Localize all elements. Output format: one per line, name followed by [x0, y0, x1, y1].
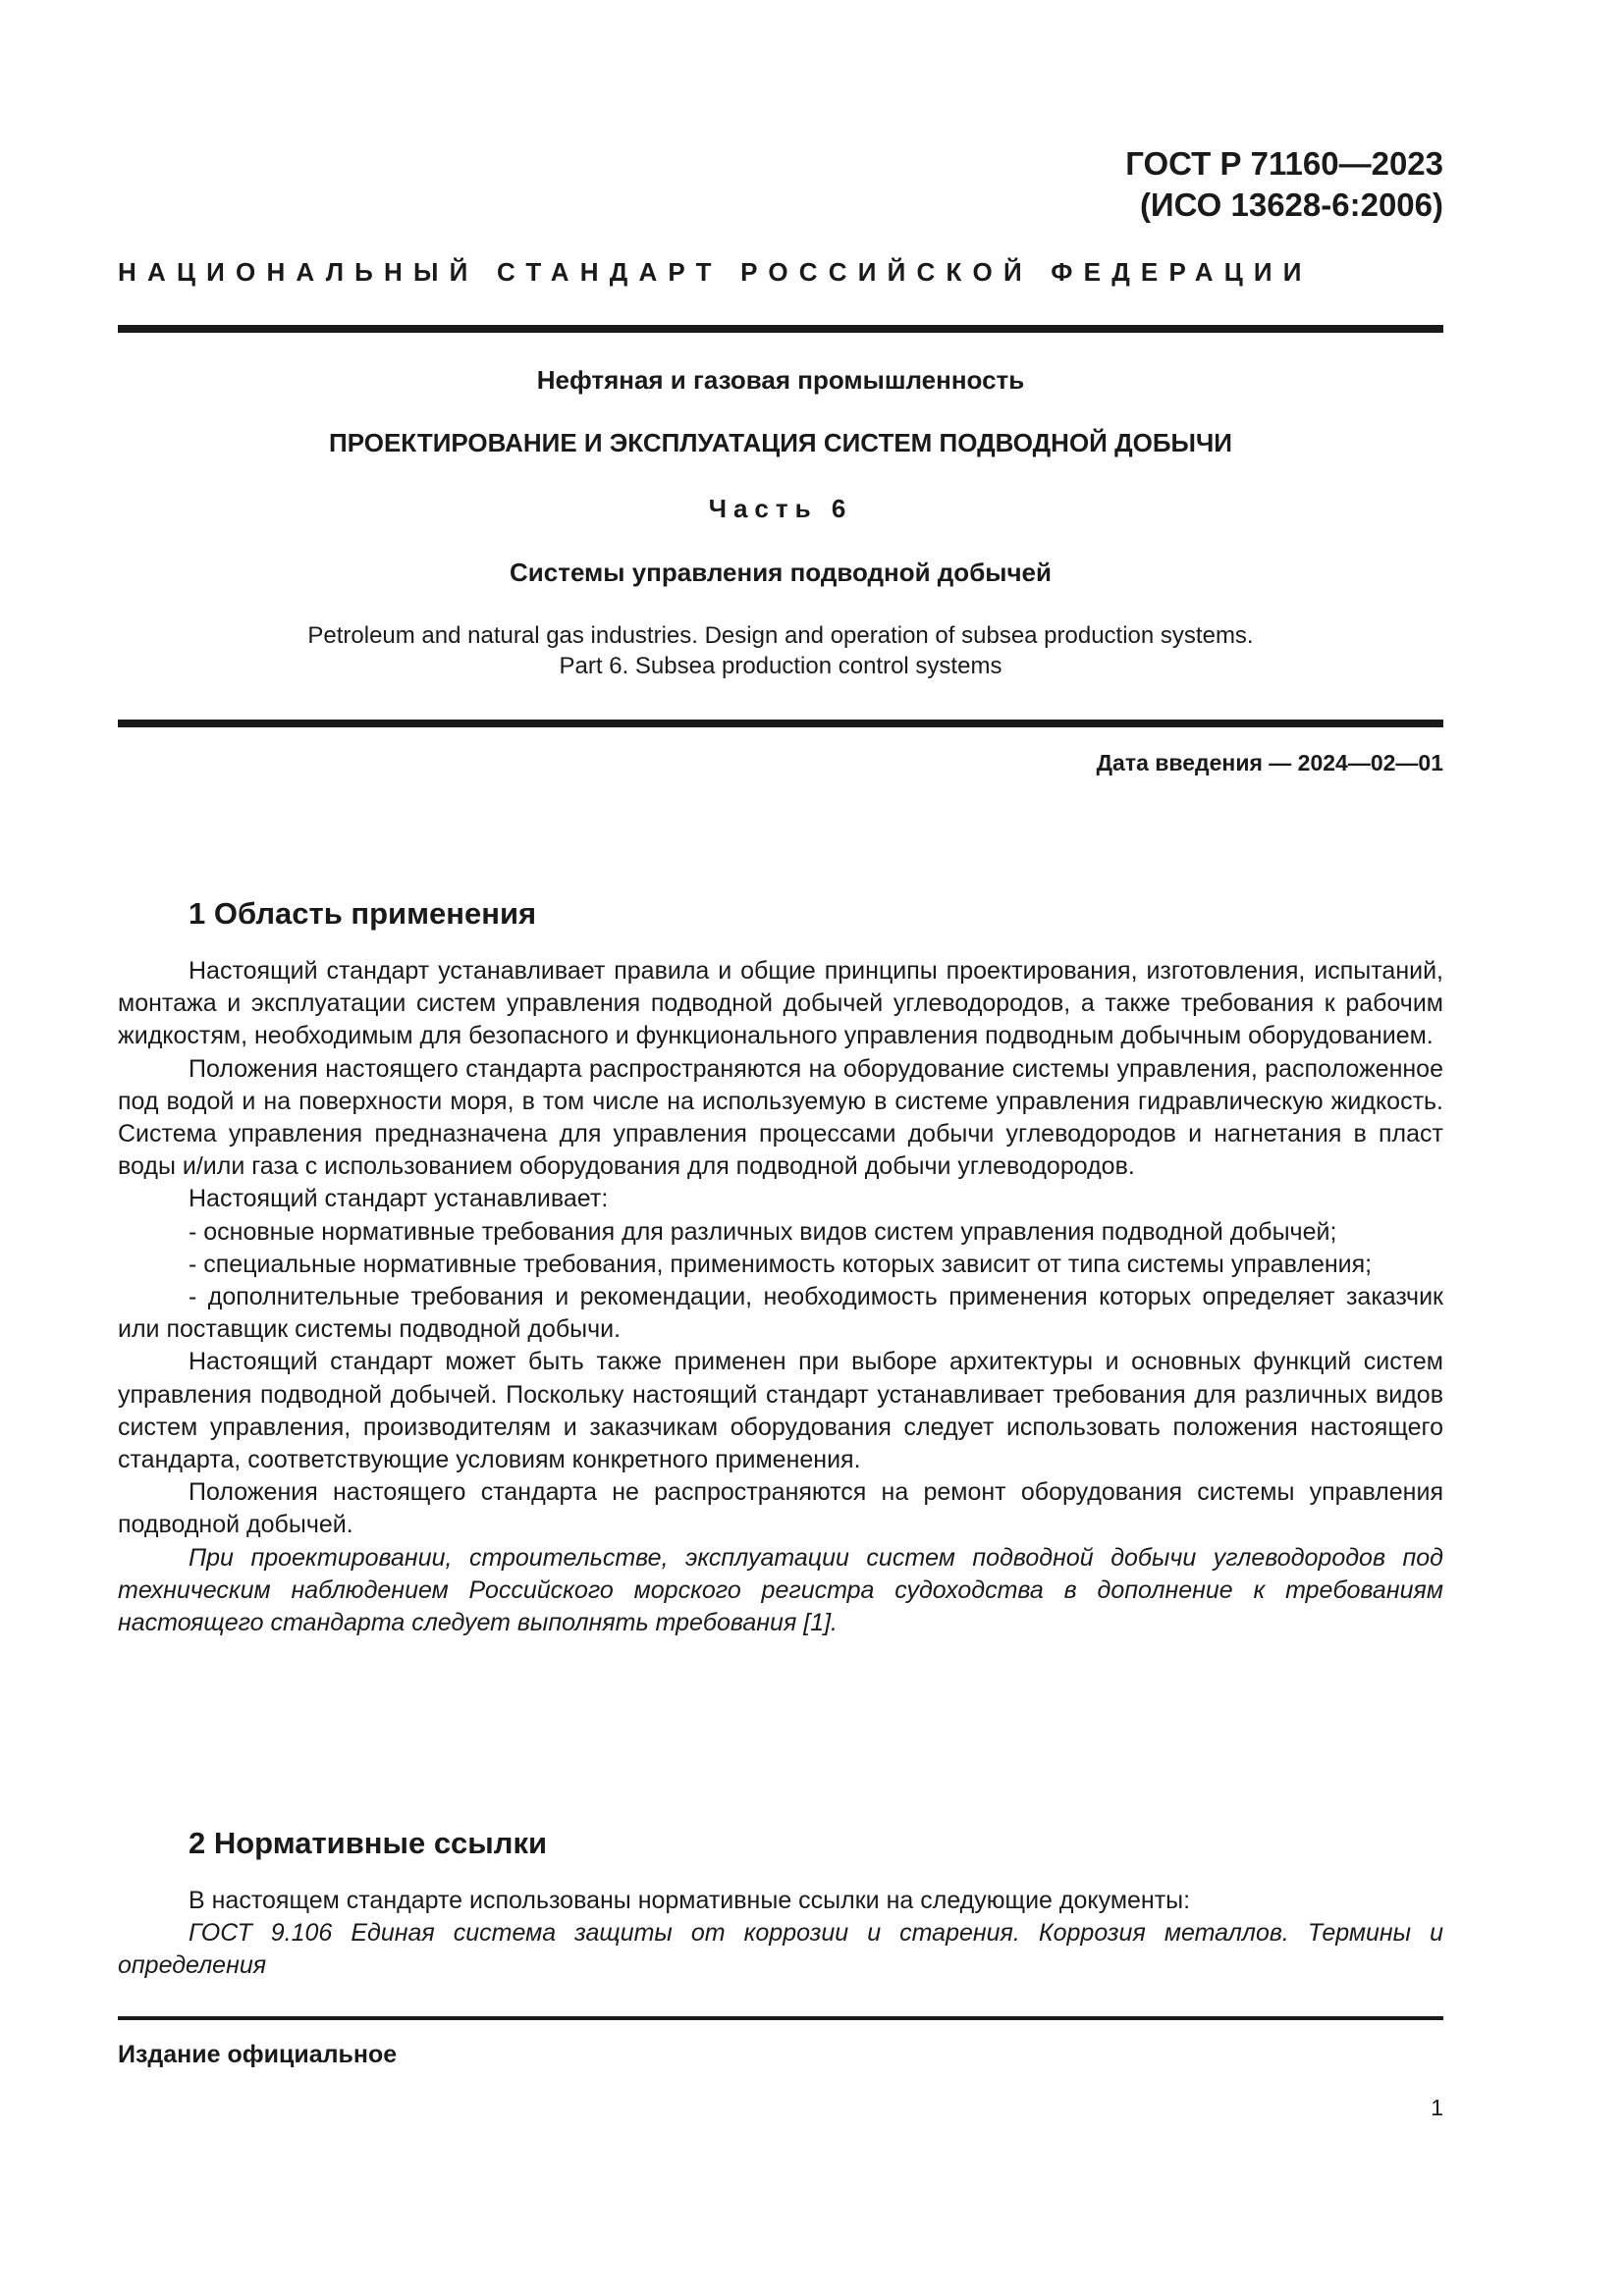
top-divider [118, 325, 1443, 333]
section-2-body [118, 1885, 1443, 1983]
page-number: 1 [1431, 2095, 1443, 2120]
list-item: - дополнительные требования и рекомендации, необходимость применения которых определяет заказчик или поставщик системы подводной добычи. [118, 1283, 1443, 1344]
document-subtitle: Системы управления подводной добычей [509, 558, 1052, 587]
italic-note: При проектировании, строительстве, эксплуатации систем подводной добычи углеводородов под техническим наблюдением Российского морского регистра судоходства в дополнение к требованиям настоящего стандарта следует выполнять требования [1]. [118, 1543, 1443, 1637]
section-1-body [118, 955, 1443, 1639]
document-title: ПРОЕКТИРОВАНИЕ И ЭКСПЛУАТАЦИЯ СИСТЕМ ПОДВОДНОЙ ДОБЫЧИ [329, 428, 1232, 457]
part-label: Часть 6 [708, 494, 853, 523]
paragraph: В настоящем стандарте использованы нормативные ссылки на следующие документы: [189, 1887, 1191, 1914]
section-1-heading: 1 Область применения [189, 896, 537, 931]
title-bottom-divider [118, 720, 1443, 727]
paragraph: Положения настоящего стандарта не распространяются на ремонт оборудования системы управления подводной добычей. [118, 1478, 1443, 1539]
document-page [118, 0, 1443, 2296]
english-title [118, 620, 1443, 681]
industry-title: Нефтяная и газовая промышленность [536, 365, 1025, 395]
list-item: - основные нормативные требования для различных видов систем управления подводной добычей; [189, 1217, 1337, 1246]
section-2-heading: 2 Нормативные ссылки [189, 1826, 548, 1860]
paragraph: Положения настоящего стандарта распространяются на оборудование системы управления, расположенное под водой и на поверхности моря, в том числе на используемую в системе управления гидравлическую жидкость. Система управления предназначена для управления процессами добычи углеводородов и нагнетания в пласт воды и/или газа с использованием оборудования для подводной добычи углеводородов. [118, 1054, 1443, 1181]
paragraph: Настоящий стандарт может быть также применен при выборе архитектуры и основных функций систем управления подводной добычей. Поскольку настоящий стандарт устанавливает требования для различных видов систем управления, производителям и заказчикам оборудования следует использовать положения настоящего стандарта, соответствующие условиям конкретного применения. [118, 1348, 1443, 1474]
list-item: - специальные нормативные требования, применимость которых зависит от типа системы управления; [189, 1250, 1373, 1278]
national-standard-heading: НАЦИОНАЛЬНЫЙ СТАНДАРТ РОССИЙСКОЙ ФЕДЕРАЦИИ [118, 257, 1313, 287]
normative-reference: ГОСТ 9.106 Единая система защиты от коррозии и старения. Коррозия металлов. Термины и определения [118, 1919, 1443, 1980]
iso-number: (ИСО 13628-6:2006) [1139, 187, 1443, 223]
paragraph: Настоящий стандарт устанавливает правила и общие принципы проектирования, изготовления, испытаний, монтажа и эксплуатации систем управления подводной добычей углеводородов, а также требования к рабочим жидкостям, необходимым для безопасного и функционального управления подводным добычным оборудованием. [118, 957, 1443, 1050]
official-edition-label: Издание официальное [118, 2041, 398, 2068]
english-title-line1: Petroleum and natural gas industries. Design and operation of subsea production systems. [307, 622, 1254, 649]
introduction-date: Дата введения — 2024—02—01 [1096, 750, 1443, 775]
english-title-line2: Part 6. Subsea production control systems [559, 653, 1002, 679]
paragraph: Настоящий стандарт устанавливает: [189, 1185, 609, 1213]
standard-number: ГОСТ Р 71160—2023 [1125, 145, 1443, 182]
footer-divider [118, 2016, 1443, 2020]
standard-number-block [1125, 143, 1443, 226]
